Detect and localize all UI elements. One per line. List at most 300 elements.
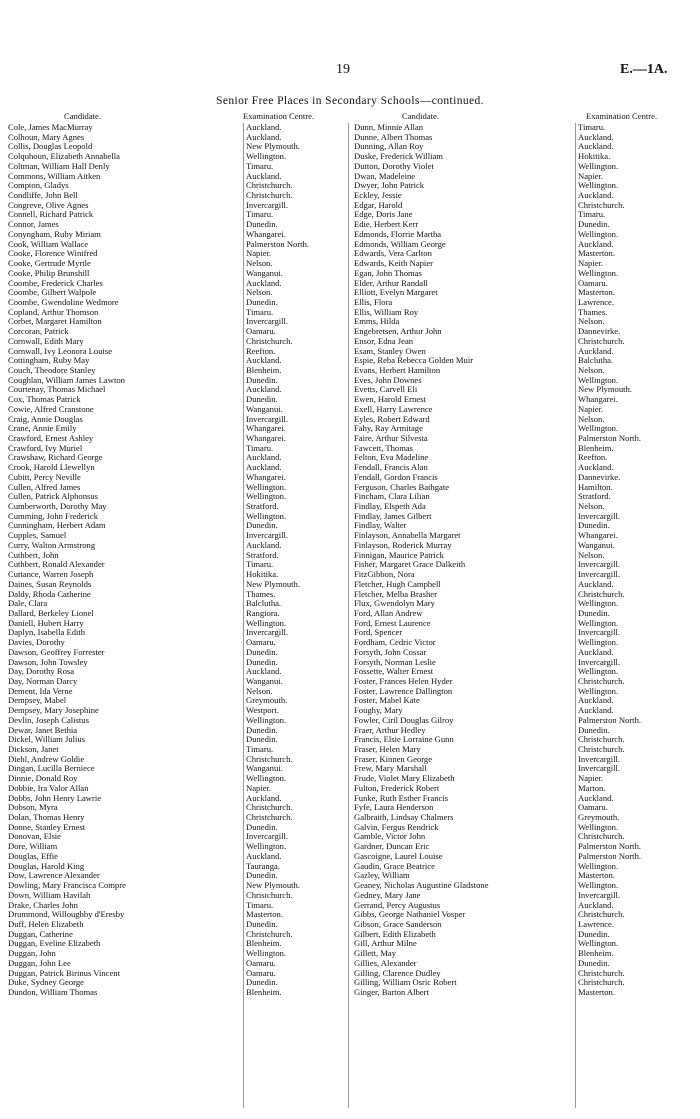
table-row <box>352 959 698 969</box>
examination-centre: Auckland. <box>578 705 614 716</box>
examination-centre: Wanganui. <box>246 675 283 686</box>
candidate-name: Duggan, John <box>8 949 56 959</box>
examination-centre: Timaru. <box>578 122 606 132</box>
candidate-name: Cumming, John Frederick <box>8 511 98 521</box>
candidate-name: Corcoran, Patrick <box>8 327 69 337</box>
examination-centre: Tauranga. <box>246 860 280 871</box>
candidate-name: Fawcett, Thomas <box>354 443 414 453</box>
candidate-name: Fyfe, Laura Henderson <box>354 803 434 813</box>
candidate-name: Dwan, Madeleine <box>354 171 416 181</box>
examination-centre: New Plymouth. <box>246 578 300 589</box>
examination-centre: Napier. <box>246 248 272 259</box>
table-row <box>6 337 343 347</box>
candidate-name: Cullen, Patrick Alphonsus <box>8 492 98 502</box>
table-row <box>352 356 698 366</box>
table-row <box>352 784 698 794</box>
examination-centre: Thames. <box>246 588 276 599</box>
examination-centre: Westport. <box>246 705 279 716</box>
examination-centre: Auckland. <box>246 666 282 677</box>
examination-centre: Stratford. <box>578 491 611 502</box>
candidate-name: Connor, James <box>8 220 59 230</box>
examination-centre: Timaru. <box>246 744 274 754</box>
candidate-name: Finnigan, Maurice Patrick <box>354 550 444 560</box>
table-row <box>352 337 698 347</box>
examination-centre: Wellington. <box>246 841 287 852</box>
candidate-name: Finlayson, Roderick Murray <box>354 540 452 550</box>
candidate-name: Dore, William <box>8 842 58 852</box>
table-row <box>6 483 343 493</box>
table-row <box>6 949 343 959</box>
table-row <box>352 492 698 502</box>
candidate-name: Dickel, William Julius <box>8 735 86 745</box>
candidate-name: Evetts, Carvell Eli <box>354 385 418 395</box>
examination-centre: Dunedin. <box>246 870 278 881</box>
candidate-name: Francis, Elsie Lorraine Gunn <box>354 735 454 745</box>
candidate-name: Crawford, Ernest Ashley <box>8 434 94 443</box>
candidate-name: Dunn, Minnie Allan <box>354 123 423 132</box>
examination-centre: Wellington. <box>246 617 287 628</box>
examination-centre: Wanganui. <box>246 267 283 278</box>
examination-centre: Wellington. <box>578 685 619 696</box>
table-row <box>352 152 698 162</box>
table-row <box>352 580 698 590</box>
examination-centre: Invercargill. <box>578 569 621 580</box>
candidate-name: Diehl, Andrew Goldie <box>8 754 85 764</box>
examination-centre: Wellington. <box>246 481 287 492</box>
table-row <box>6 142 343 152</box>
candidate-name: Corbet, Margaret Hamilton <box>8 317 102 327</box>
examination-centre: Nelson. <box>578 413 605 424</box>
candidate-name: Crawford, Ivy Muriel <box>8 443 83 453</box>
examination-centre: Greymouth. <box>246 695 288 706</box>
candidate-name: Coughlan, William James Lawton <box>8 375 125 385</box>
examination-centre: Oamaru. <box>246 967 276 978</box>
examination-centre: Timaru. <box>246 442 274 453</box>
candidate-name: Ellis, William Roy <box>354 307 419 317</box>
table-row <box>352 813 698 823</box>
candidate-name: Fendall, Gordon Francis <box>354 472 438 482</box>
examination-centre: Christchurch. <box>578 967 625 978</box>
table-row <box>352 288 698 298</box>
table-row <box>6 862 343 872</box>
examination-centre: Wellington. <box>578 938 619 949</box>
document-reference: E.—1A. <box>620 62 668 77</box>
table-row <box>352 862 698 872</box>
examination-centre: Wanganui. <box>246 403 283 414</box>
table-row <box>352 385 698 395</box>
examination-centre: Masterton. <box>578 287 615 298</box>
examination-centre: Nelson. <box>246 287 273 298</box>
table-row <box>352 347 698 357</box>
table-row <box>6 852 343 862</box>
examination-centre: Masterton. <box>578 248 615 259</box>
candidate-name: Ellis, Flora <box>354 297 393 307</box>
candidate-name: Dowling, Mary Francisca Compre <box>8 881 126 891</box>
candidate-name: Davies, Dorothy <box>8 638 65 648</box>
examination-centre: Dunedin. <box>246 374 278 385</box>
candidate-name: Ferguson, Charles Bathgate <box>354 482 450 492</box>
examination-centre: Greymouth. <box>578 812 620 823</box>
examination-centre: Blenheim. <box>246 986 282 997</box>
table-row <box>352 444 698 454</box>
candidate-name: Galvin, Fergus Rendrick <box>354 822 439 832</box>
examination-centre: Wellington. <box>578 160 619 171</box>
candidate-name: Cox, Thomas Patrick <box>8 395 81 405</box>
table-row <box>6 726 343 736</box>
examination-centre: Christchurch. <box>578 831 625 842</box>
examination-centre: Auckland. <box>578 792 614 803</box>
table-row <box>6 473 343 483</box>
examination-centre: Wellington. <box>246 151 287 162</box>
candidate-name: Dunning, Allan Roy <box>354 142 424 152</box>
examination-centre: Dunedin. <box>246 734 278 745</box>
table-row <box>352 667 698 677</box>
examination-centre: Balclutha. <box>578 355 614 366</box>
candidate-name: Dolan, Thomas Henry <box>8 813 85 823</box>
examination-centre: Dunedin. <box>578 957 610 968</box>
examination-centre: Auckland. <box>246 539 282 550</box>
candidate-name: Dow, Lawrence Alexander <box>8 871 100 881</box>
examination-centre: Stratford. <box>246 549 279 560</box>
candidate-name: Gamble, Victor John <box>354 832 426 842</box>
candidate-name: Cunningham, Herbert Adam <box>8 521 106 531</box>
examination-centre: Auckland. <box>578 695 614 706</box>
candidate-name: Cullen, Alfred James <box>8 482 81 492</box>
candidate-name: Ford, Spencer <box>354 628 403 638</box>
candidate-name: Fordham, Cedric Victor <box>354 638 436 648</box>
examination-centre: Dunedin. <box>578 928 610 939</box>
candidate-name: Cole, James MacMurray <box>8 123 93 132</box>
candidate-name: Ginger, Barton Albert <box>354 987 429 997</box>
examination-centre: Invercargill. <box>246 316 289 327</box>
candidate-name: Duggan, Eveline Elizabeth <box>8 939 101 949</box>
candidate-name: Dingan, Lucilla Berniece <box>8 764 95 774</box>
examination-centre: Whangarei. <box>578 394 618 405</box>
candidate-name: Crawshaw, Richard George <box>8 453 103 463</box>
examination-centre: Dunedin. <box>246 724 278 735</box>
examination-centre: Auckland. <box>246 277 282 288</box>
candidate-name: Edgar, Harold <box>354 200 403 210</box>
table-row <box>6 930 343 940</box>
candidate-name: Daldy, Rhoda Catherine <box>8 589 91 599</box>
table-row <box>6 706 343 716</box>
candidate-name: Compton, Gladys <box>8 181 69 191</box>
table-row <box>352 852 698 862</box>
examination-centre: Lawrence. <box>578 296 615 307</box>
table-row <box>6 308 343 318</box>
candidate-name: Dunne, Albert Thomas <box>354 132 433 142</box>
examination-centre: Oamaru. <box>246 637 276 648</box>
table-row <box>352 551 698 561</box>
candidate-name: Elder, Arthur Randall <box>354 278 428 288</box>
table-row <box>6 842 343 852</box>
examination-centre: Lawrence. <box>578 918 615 929</box>
table-row <box>352 949 698 959</box>
candidate-name: Dwyer, John Patrick <box>354 181 425 191</box>
candidate-name: Dale, Clara <box>8 599 48 609</box>
candidate-name: Fossette, Walter Ernest <box>354 667 434 677</box>
table-row <box>352 842 698 852</box>
table-row <box>6 531 343 541</box>
table-row <box>352 969 698 979</box>
table-row <box>352 901 698 911</box>
table-row <box>352 881 698 891</box>
table-row <box>352 415 698 425</box>
table-row <box>6 434 343 444</box>
candidate-name: Dundon, William Thomas <box>8 987 98 997</box>
table-row <box>352 162 698 172</box>
left-candidate-list <box>6 123 343 1108</box>
candidate-name: Funke, Ruth Esther Francis <box>354 793 449 803</box>
table-row <box>352 930 698 940</box>
candidate-name: Cooke, Gertrude Myrtle <box>8 259 91 269</box>
examination-centre: Invercargill. <box>246 831 289 842</box>
examination-centre: Wanganui. <box>246 763 283 774</box>
table-row <box>6 832 343 842</box>
examination-centre: Wellington. <box>578 374 619 385</box>
examination-centre: Wellington. <box>246 948 287 959</box>
table-row <box>6 541 343 551</box>
table-row <box>352 317 698 327</box>
examination-centre: Auckland. <box>246 452 282 463</box>
examination-centre: Auckland. <box>578 899 614 910</box>
examination-centre: Wellington. <box>578 637 619 648</box>
examination-centre: Wellington. <box>246 714 287 725</box>
examination-centre: Invercargill. <box>578 627 621 638</box>
examination-centre: Oamaru. <box>578 277 608 288</box>
table-row <box>352 521 698 531</box>
centre-header-left: Examination Centre. <box>243 111 315 121</box>
table-row <box>352 628 698 638</box>
table-row <box>6 628 343 638</box>
table-row <box>6 453 343 463</box>
candidate-name: Gascoigne, Laurel Louise <box>354 851 443 861</box>
candidate-name: Courtenay, Thomas Michael <box>8 385 106 395</box>
examination-centre: Dunedin. <box>578 724 610 735</box>
examination-centre: Dunedin. <box>246 646 278 657</box>
examination-centre: Napier. <box>578 403 604 414</box>
examination-centre: Christchurch. <box>246 753 293 764</box>
examination-centre: Invercargill. <box>578 559 621 570</box>
candidate-name: Faire, Arthur Silvesta <box>354 434 428 443</box>
examination-centre: Christchurch. <box>578 734 625 745</box>
table-row <box>6 376 343 386</box>
candidate-name: Daniell, Hubert Harry <box>8 618 84 628</box>
examination-centre: Auckland. <box>578 345 614 356</box>
table-row <box>6 269 343 279</box>
table-row <box>6 385 343 395</box>
candidate-name: Daines, Susan Reynolds <box>8 579 92 589</box>
examination-centre: Invercargill. <box>246 627 289 638</box>
candidate-name: Edie, Herbert Kerr <box>354 220 419 230</box>
candidate-name: Colquhoun, Elizabeth Annabella <box>8 152 120 162</box>
candidate-name: Donovan, Elsie <box>8 832 61 842</box>
candidate-name: Findlay, Elspeth Ada <box>354 502 426 512</box>
examination-centre: Auckland. <box>246 792 282 803</box>
candidate-name: Fendall, Francis Alan <box>354 463 428 473</box>
table-row <box>352 764 698 774</box>
candidate-name: Day, Dorothy Rosa <box>8 667 75 677</box>
table-row <box>352 133 698 143</box>
examination-centre: Dunedin. <box>246 219 278 230</box>
examination-centre: Timaru. <box>246 306 274 317</box>
examination-centre: Christchurch. <box>246 812 293 823</box>
candidate-name: Cuttance, Warren Joseph <box>8 570 94 580</box>
examination-centre: Wellington. <box>246 773 287 784</box>
examination-centre: Nelson. <box>578 549 605 560</box>
candidate-name: Eckley, Jessie <box>354 191 402 201</box>
examination-centre: Nelson. <box>578 501 605 512</box>
table-row <box>6 774 343 784</box>
right-candidate-list <box>352 123 698 1108</box>
candidate-name: Down, William Havilah <box>8 890 91 900</box>
examination-centre: Masterton. <box>578 870 615 881</box>
candidate-name: Dobbs, John Henry Lawrie <box>8 793 102 803</box>
examination-centre: Napier. <box>578 773 604 784</box>
candidate-name: Dallard, Berkeley Lionel <box>8 608 94 618</box>
examination-centre: Balclutha. <box>246 598 282 609</box>
candidate-name: Esam, Stanley Owen <box>354 346 426 356</box>
candidate-name: Gilling, Clarence Dudley <box>354 968 441 978</box>
candidate-name: Cuthbert, Ronald Alexander <box>8 560 105 570</box>
table-row <box>6 823 343 833</box>
candidate-name: Cuthbert, John <box>8 550 59 560</box>
candidate-name: Dinnie, Donald Roy <box>8 774 78 784</box>
examination-centre: Masterton. <box>246 909 283 920</box>
candidate-name: Curry, Walton Armstrong <box>8 540 96 550</box>
examination-centre: Wellington. <box>578 423 619 434</box>
candidate-name: Ensor, Edna Jean <box>354 336 414 346</box>
table-row <box>352 832 698 842</box>
table-row <box>6 347 343 357</box>
examination-centre: Palmerston North. <box>578 850 642 861</box>
candidate-name: FitzGibbon, Nora <box>354 570 415 580</box>
candidate-name: Emms, Hilda <box>354 317 400 327</box>
table-row <box>6 288 343 298</box>
table-row <box>352 687 698 697</box>
table-row <box>6 891 343 901</box>
examination-centre: Whangarei. <box>578 530 618 541</box>
candidate-name: Gaudin, Grace Beatrice <box>354 861 435 871</box>
table-row <box>6 667 343 677</box>
candidate-name: Gazley, William <box>354 871 410 881</box>
table-row <box>352 794 698 804</box>
examination-centre: Timaru. <box>246 209 274 220</box>
table-row <box>6 590 343 600</box>
table-row <box>352 240 698 250</box>
table-row <box>6 317 343 327</box>
examination-centre: Dannevirke. <box>578 471 621 482</box>
examination-centre: Auckland. <box>578 131 614 142</box>
examination-centre: Whangarei. <box>246 423 286 434</box>
candidate-name: Engebretsen, Arthur John <box>354 327 442 337</box>
candidate-name: Eyles, Robert Edward <box>354 414 430 424</box>
table-row <box>6 512 343 522</box>
examination-centre: Auckland. <box>246 462 282 473</box>
candidate-name: Findlay, Walter <box>354 521 407 531</box>
candidate-name: Dawson, John Towsley <box>8 657 88 667</box>
examination-centre: Oamaru. <box>246 957 276 968</box>
candidate-name: Galbraith, Lindsay Chalmers <box>354 813 454 823</box>
examination-centre: Christchurch. <box>578 675 625 686</box>
examination-centre: Christchurch. <box>578 588 625 599</box>
table-row <box>352 308 698 318</box>
examination-centre: Hamilton. <box>578 481 613 492</box>
examination-centre: New Plymouth. <box>246 880 300 891</box>
candidate-name: Cornwall, Edith Mary <box>8 336 84 346</box>
examination-centre: Dunedin. <box>246 520 278 531</box>
table-row <box>6 764 343 774</box>
candidate-name: Fisher, Margaret Grace Dalkeith <box>354 560 466 570</box>
examination-centre: Hokitika. <box>578 151 611 162</box>
table-row <box>6 356 343 366</box>
examination-centre: Wellington. <box>246 510 287 521</box>
table-row <box>352 395 698 405</box>
candidate-name: Foster, Lawrence Dallington <box>354 686 453 696</box>
candidate-name: Daplyn, Isabella Edith <box>8 628 86 638</box>
table-row <box>352 755 698 765</box>
table-row <box>352 677 698 687</box>
candidate-name: Fincham, Clara Lilian <box>354 492 430 502</box>
examination-centre: Invercargill. <box>578 889 621 900</box>
examination-centre: Invercargill. <box>246 413 289 424</box>
candidate-name: Conyngham, Ruby Miriam <box>8 229 101 239</box>
examination-centre: Dunedin. <box>246 296 278 307</box>
table-row <box>352 191 698 201</box>
table-row <box>6 658 343 668</box>
table-row <box>352 181 698 191</box>
table-row <box>352 502 698 512</box>
examination-centre: Palmerston North. <box>578 433 642 443</box>
examination-centre: Thames. <box>578 306 608 317</box>
examination-centre: Napier. <box>578 170 604 181</box>
examination-centre: New Plymouth. <box>578 384 632 395</box>
table-row <box>352 978 698 988</box>
candidate-name: Ford, Allan Andrew <box>354 608 423 618</box>
table-row <box>352 172 698 182</box>
examination-centre: Dunedin. <box>246 394 278 405</box>
examination-centre: Invercargill. <box>246 199 289 210</box>
table-row <box>352 599 698 609</box>
table-row <box>6 735 343 745</box>
table-row <box>352 463 698 473</box>
examination-centre: Wellington. <box>578 598 619 609</box>
table-row <box>352 803 698 813</box>
examination-centre: Oamaru. <box>246 326 276 337</box>
examination-centre: Marton. <box>578 782 606 793</box>
candidate-name: Edmonds, William George <box>354 239 446 249</box>
table-row <box>6 424 343 434</box>
table-row <box>6 599 343 609</box>
table-row <box>352 716 698 726</box>
table-row <box>6 716 343 726</box>
table-row <box>6 415 343 425</box>
examination-centre: Wellington. <box>578 228 619 239</box>
examination-centre: Christchurch. <box>246 928 293 939</box>
examination-centre: Christchurch. <box>578 335 625 346</box>
examination-centre: Auckland. <box>246 355 282 366</box>
candidate-name: Gilbert, Edith Elizabeth <box>354 929 436 939</box>
examination-centre: Dunedin. <box>246 977 278 988</box>
table-row <box>352 658 698 668</box>
examination-centre: Invercargill. <box>578 510 621 521</box>
examination-centre: Auckland. <box>578 578 614 589</box>
examination-centre: Whangarei. <box>246 433 286 443</box>
candidate-name: Douglas, Harold King <box>8 861 85 871</box>
candidate-name: Edmonds, Florrie Martha <box>354 229 442 239</box>
candidate-name: Devlin, Joseph Calistus <box>8 715 89 725</box>
candidate-name: Dobbie, Ira Valor Allan <box>8 783 89 793</box>
